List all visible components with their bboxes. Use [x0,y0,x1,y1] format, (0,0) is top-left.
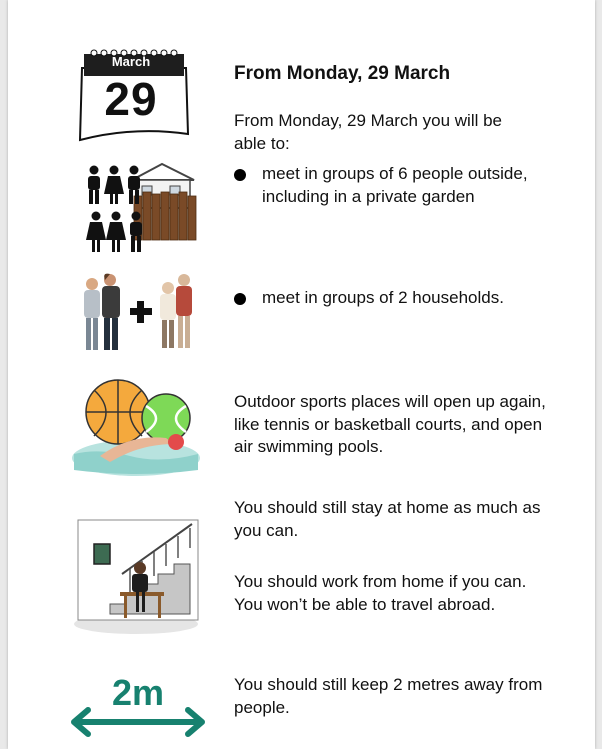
home-office-icon [70,514,202,634]
bullet-item [234,287,562,310]
two-households-icon [80,268,200,358]
sports-icon [70,378,202,478]
two-metres-icon [68,672,208,742]
bullet-text: meet in groups of 2 households. [262,288,504,307]
bullet-item [234,163,542,208]
sports-text: Outdoor sports places will open up again, like tennis or basketball courts, and open air swimming pools. [234,392,546,456]
group-of-six-icon [82,160,202,256]
calendar-icon [74,48,194,144]
document-page [8,0,595,749]
distance-text: You should still keep 2 metres away from people. [234,675,543,717]
bullet-dot [234,293,246,305]
two-metres-label: 2m [111,672,165,713]
stay-home-text: You should still stay at home as much as you can. [234,498,541,540]
bullet-dot [234,169,246,181]
bullet-text: meet in groups of 6 people outside, including in a private garden [262,164,528,206]
work-home-text: You should work from home if you can. You won’t be able to travel abroad. [234,572,527,614]
calendar-day: 29 [104,73,158,125]
intro-text: From Monday, 29 March you will be able to: [234,111,503,153]
page-heading: From Monday, 29 March [234,63,451,84]
calendar-month: March [111,54,151,69]
